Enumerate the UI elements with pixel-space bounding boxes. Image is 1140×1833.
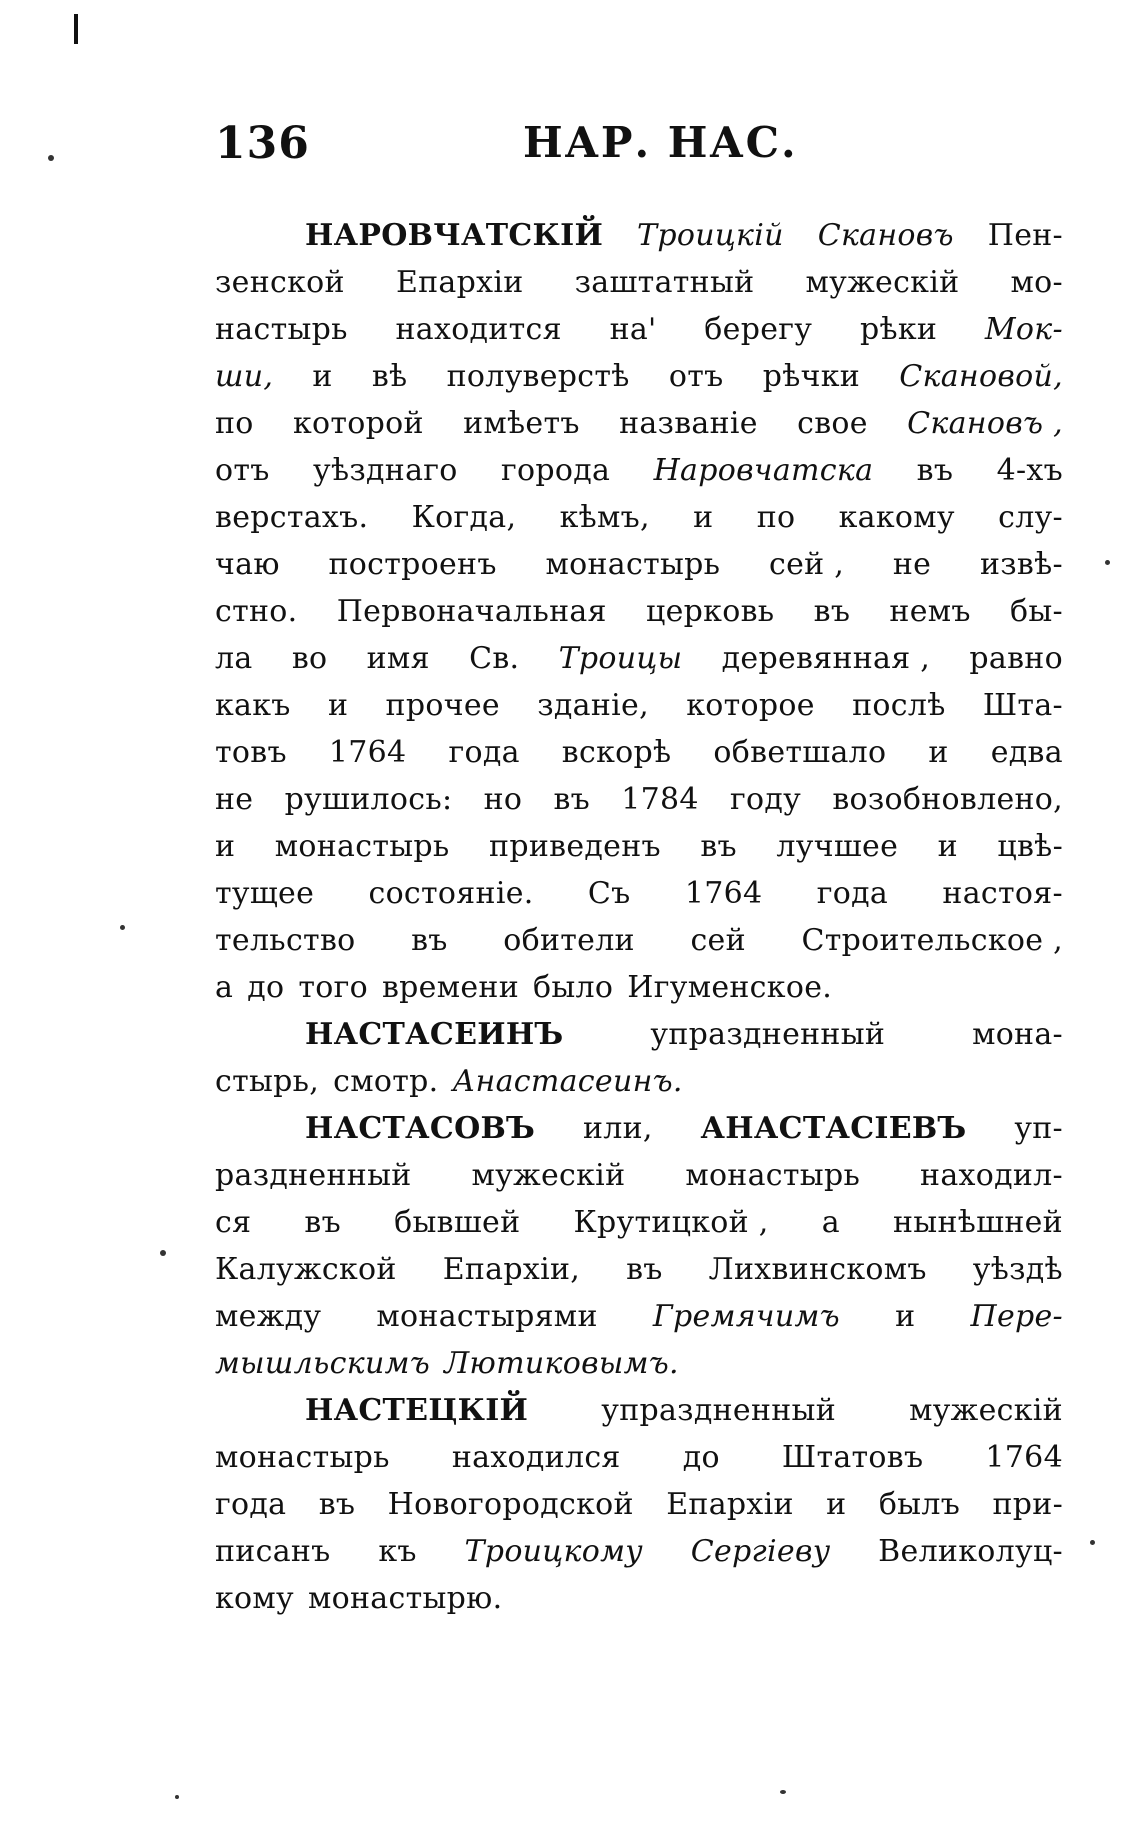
word: тущее: [215, 876, 315, 911]
page-header: [215, 118, 1015, 168]
word: во: [291, 641, 328, 676]
entry-heading-narovchatsky: НАРОВЧАТСКІЙ: [305, 218, 604, 253]
word: Лихвинскомъ: [708, 1252, 927, 1287]
word: полуверстѣ: [446, 359, 630, 394]
word: отъ: [215, 453, 270, 488]
word: какъ: [215, 688, 291, 723]
word: ши,: [215, 359, 274, 394]
word: Троицы: [558, 641, 683, 676]
word: обители: [503, 923, 635, 958]
word: Первоначальная: [336, 594, 607, 629]
text-line: [215, 1105, 1063, 1152]
word: монастырь: [545, 547, 721, 582]
word: Лютиковымъ.: [444, 1346, 679, 1381]
text-line: [215, 1387, 1063, 1434]
word: имя: [366, 641, 430, 676]
text-line: [215, 917, 1063, 964]
text-line: [215, 682, 1063, 729]
word: находится: [395, 312, 562, 347]
word: Калужской: [215, 1252, 397, 1287]
word: но: [483, 782, 523, 817]
word: имѣетъ: [463, 406, 580, 441]
word: въ: [916, 453, 954, 488]
word: 1764: [684, 876, 763, 911]
word: Скановой,: [899, 359, 1063, 394]
scan-speck: [780, 1790, 786, 1794]
word: году: [730, 782, 802, 817]
word: какому: [838, 500, 955, 535]
entry-heading-nastasovъ: НАСТАСОВЪ: [305, 1111, 536, 1146]
word: Крутицкой ,: [573, 1205, 769, 1240]
entry-heading-nastaseinъ: НАСТАСЕИНЪ: [305, 1017, 564, 1052]
word: года: [816, 876, 889, 911]
word: немъ: [889, 594, 971, 629]
word: стырь,: [215, 1064, 320, 1099]
word: уѣзднаго: [313, 453, 458, 488]
word: товъ: [215, 735, 287, 770]
text-line: [215, 353, 1063, 400]
word: зенской: [215, 265, 345, 300]
word: въ: [813, 594, 851, 629]
word: 4-хъ: [996, 453, 1063, 488]
text-line: [215, 870, 1063, 917]
word: въ: [411, 923, 448, 958]
scan-speck: [1090, 1540, 1095, 1545]
word: АНАСТАСІЕВЪ: [700, 1111, 967, 1146]
text-line: [215, 400, 1063, 447]
word: кому: [215, 1581, 294, 1616]
word: Шта-: [982, 688, 1063, 723]
text-line: [215, 306, 1063, 353]
text-line: [215, 212, 1063, 259]
text-line: [215, 1528, 1063, 1575]
word: монастырю.: [308, 1581, 503, 1616]
word: по: [215, 406, 254, 441]
word: Епархіи: [666, 1487, 794, 1522]
word: Епархіи,: [442, 1252, 581, 1287]
text-line: [215, 1575, 1063, 1622]
scan-speck: [175, 1795, 179, 1799]
word: не: [215, 782, 254, 817]
word: Троицкій: [637, 218, 784, 253]
word: и: [312, 359, 333, 394]
entry-heading-nastetsky: НАСТЕЦКІЙ: [305, 1393, 529, 1428]
word: Штатовъ: [781, 1440, 924, 1475]
word: обветшало: [713, 735, 887, 770]
word: по: [756, 500, 796, 535]
word: состояніе.: [368, 876, 534, 911]
word: кѣмъ,: [559, 500, 650, 535]
word: монастырь: [215, 1440, 390, 1475]
text-line: [215, 1011, 1063, 1058]
word: свое: [797, 406, 868, 441]
word: Игуменское.: [627, 970, 833, 1005]
word: и: [215, 829, 236, 864]
word: вскорѣ: [561, 735, 672, 770]
word: берегу: [704, 312, 813, 347]
text-line: [215, 494, 1063, 541]
word: цвѣ-: [997, 829, 1063, 864]
word: и: [895, 1299, 916, 1334]
word: тельство: [215, 923, 356, 958]
word: Троицкому: [464, 1534, 643, 1569]
word: и: [937, 829, 958, 864]
word: бывшей: [394, 1205, 521, 1240]
word: едва: [990, 735, 1063, 770]
word: того: [298, 970, 368, 1005]
word: упраздненный: [650, 1017, 886, 1052]
word: мышльскимъ: [215, 1346, 431, 1381]
word: Когда,: [411, 500, 517, 535]
word: находился: [451, 1440, 621, 1475]
text-line: [215, 776, 1063, 823]
text-line: [215, 1293, 1063, 1340]
scan-speck: [48, 155, 54, 161]
word: мужескій: [805, 265, 960, 300]
word: года: [448, 735, 520, 770]
word: церковь: [646, 594, 775, 629]
word: а: [215, 970, 234, 1005]
word: въ: [626, 1252, 663, 1287]
word: Пен-: [987, 218, 1063, 253]
word: Пере-: [970, 1299, 1063, 1334]
word: прочее: [385, 688, 500, 723]
text-line: [215, 1058, 1063, 1105]
text-line: [215, 1199, 1063, 1246]
word: упраздненный: [601, 1393, 837, 1428]
word: времени: [381, 970, 519, 1005]
word: Скановъ ,: [907, 406, 1063, 441]
text-line: [215, 823, 1063, 870]
word: при-: [992, 1487, 1063, 1522]
word: заштатный: [574, 265, 755, 300]
word: 1764: [328, 735, 407, 770]
word: настоя-: [942, 876, 1063, 911]
word: 1764: [985, 1440, 1063, 1475]
word: между: [215, 1299, 322, 1334]
word: рушилось:: [284, 782, 453, 817]
word: Скановъ: [817, 218, 954, 253]
word: построенъ: [328, 547, 497, 582]
word: Анастасеинъ.: [452, 1064, 683, 1099]
text-line: [215, 1481, 1063, 1528]
word: города: [501, 453, 611, 488]
word: въ: [304, 1205, 341, 1240]
text-line: [215, 1152, 1063, 1199]
scan-speck: [160, 1250, 166, 1256]
text-line: [215, 447, 1063, 494]
word: зданіе,: [537, 688, 649, 723]
text-line: [215, 259, 1063, 306]
word: а: [821, 1205, 840, 1240]
text-line: [215, 1434, 1063, 1481]
word: ла: [215, 641, 253, 676]
word: раздненный: [215, 1158, 412, 1193]
word: 1784: [621, 782, 699, 817]
word: которое: [686, 688, 815, 723]
text-line: [215, 729, 1063, 776]
word: уп-: [1014, 1111, 1063, 1146]
text-line: [215, 635, 1063, 682]
word: года: [215, 1487, 287, 1522]
word: и: [693, 500, 714, 535]
word: было: [533, 970, 614, 1005]
word: монастырь: [274, 829, 450, 864]
word: или,: [582, 1111, 653, 1146]
word: мужескій: [471, 1158, 626, 1193]
word: рѣчки: [762, 359, 861, 394]
word: Новогородской: [387, 1487, 634, 1522]
word: и: [826, 1487, 847, 1522]
word: въ: [318, 1487, 356, 1522]
word: находил-: [920, 1158, 1063, 1193]
word: Строительское ,: [801, 923, 1063, 958]
word: Великолуц-: [878, 1534, 1063, 1569]
word: сей: [690, 923, 746, 958]
page-number: 136: [215, 118, 310, 169]
word: извѣ-: [979, 547, 1063, 582]
word: мо-: [1010, 265, 1063, 300]
word: чаю: [215, 547, 280, 582]
word: названіе: [619, 406, 758, 441]
word: мона-: [972, 1017, 1063, 1052]
word: верстахъ.: [215, 500, 369, 535]
word: Сергіеву: [690, 1534, 831, 1569]
text-line: [215, 588, 1063, 635]
word: монастырями: [376, 1299, 598, 1334]
word: рѣки: [859, 312, 938, 347]
word: нынѣшней: [892, 1205, 1063, 1240]
text-line: [215, 1340, 1063, 1387]
word: уѣздѣ: [972, 1252, 1063, 1287]
word: Мок-: [984, 312, 1063, 347]
word: писанъ: [215, 1534, 331, 1569]
word: на': [609, 312, 657, 347]
word: въ: [700, 829, 737, 864]
word: Гремячимъ: [652, 1299, 840, 1334]
scan-edge-mark: [74, 14, 78, 44]
word: смотр.: [333, 1064, 439, 1099]
word: сей ,: [769, 547, 845, 582]
scan-speck: [120, 925, 125, 930]
word: отъ: [668, 359, 724, 394]
word: послѣ: [852, 688, 946, 723]
word: равно: [969, 641, 1063, 676]
word: Съ: [587, 876, 631, 911]
word: лучшее: [776, 829, 899, 864]
word: вѣ: [371, 359, 408, 394]
word: монастырь: [685, 1158, 861, 1193]
word: которой: [292, 406, 424, 441]
word: стно.: [215, 594, 298, 629]
word: Св.: [469, 641, 520, 676]
text-line: [215, 541, 1063, 588]
text-line: [215, 1246, 1063, 1293]
word: былъ: [878, 1487, 961, 1522]
word: до: [247, 970, 285, 1005]
word: настырь: [215, 312, 348, 347]
text-line: [215, 964, 1063, 1011]
word: деревянная ,: [721, 641, 931, 676]
running-head: НАР. НАС.: [523, 118, 798, 167]
word: въ: [553, 782, 591, 817]
word: и: [928, 735, 949, 770]
scan-speck: [1105, 560, 1110, 565]
word: Наровчатска: [653, 453, 874, 488]
word: слу-: [998, 500, 1063, 535]
word: не: [892, 547, 932, 582]
body-text: [215, 212, 1063, 1622]
word: до: [682, 1440, 720, 1475]
word: возобновлено,: [832, 782, 1063, 817]
word: къ: [378, 1534, 417, 1569]
word: приведенъ: [489, 829, 661, 864]
word: Епархіи: [395, 265, 524, 300]
word: мужескій: [909, 1393, 1063, 1428]
word: и: [327, 688, 349, 723]
word: ся: [215, 1205, 252, 1240]
word: бы-: [1010, 594, 1063, 629]
